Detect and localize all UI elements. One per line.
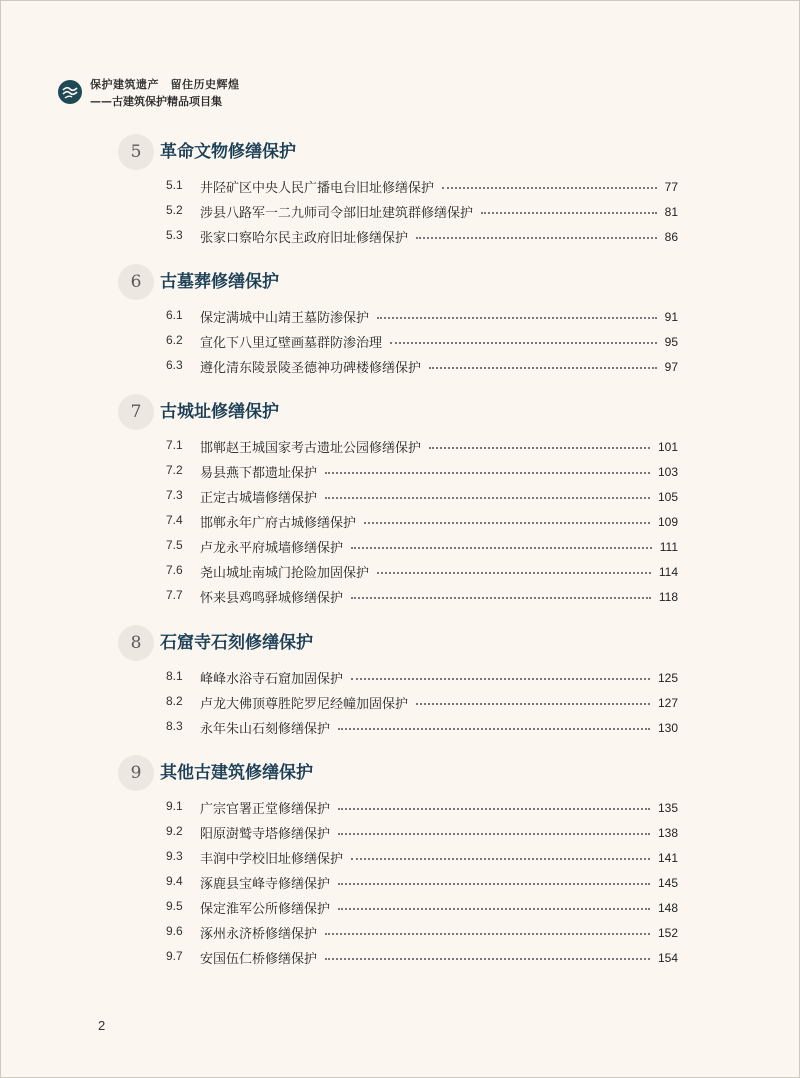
entry-page-number: 103 bbox=[657, 464, 678, 479]
toc-entry[interactable] bbox=[0, 945, 800, 970]
entry-number: 7.4 bbox=[166, 513, 183, 527]
entry-title: 峰峰水浴寺石窟加固保护 bbox=[200, 672, 344, 687]
page-number: 2 bbox=[98, 1018, 106, 1033]
entry-title: 保定淮军公所修缮保护 bbox=[200, 902, 331, 917]
entry-page-number: 105 bbox=[657, 489, 678, 504]
section-title[interactable]: 革命文物修缮保护 bbox=[160, 142, 296, 162]
entry-number: 7.5 bbox=[166, 538, 183, 552]
dot-leader bbox=[481, 211, 657, 214]
entry-number: 8.2 bbox=[166, 694, 183, 708]
entry-page-number: 135 bbox=[657, 800, 678, 815]
entry-page-number: 152 bbox=[657, 925, 678, 940]
dot-leader bbox=[351, 596, 651, 599]
entry-page-number: 130 bbox=[657, 720, 678, 735]
entry-page-number: 148 bbox=[657, 900, 678, 915]
entry-number: 9.6 bbox=[166, 924, 183, 938]
toc-entry[interactable] bbox=[0, 870, 800, 895]
dot-leader bbox=[377, 571, 651, 574]
dot-leader bbox=[325, 496, 650, 499]
section-number-badge: 8 bbox=[118, 625, 154, 661]
entry-number: 8.1 bbox=[166, 669, 183, 683]
section-title[interactable]: 古墓葬修缮保护 bbox=[160, 272, 279, 292]
entry-title: 邯郸赵王城国家考古遗址公园修缮保护 bbox=[200, 441, 422, 456]
toc-entry[interactable] bbox=[0, 434, 800, 459]
header-book-title: ——古建筑保护精品项目集 bbox=[90, 95, 222, 108]
entry-page-number: 111 bbox=[659, 539, 678, 554]
dot-leader bbox=[338, 727, 650, 730]
book-logo-icon bbox=[58, 80, 82, 104]
dot-leader bbox=[338, 807, 650, 810]
dot-leader bbox=[429, 366, 657, 369]
toc-entry[interactable] bbox=[0, 820, 800, 845]
toc-entry[interactable] bbox=[0, 690, 800, 715]
entry-title: 永年朱山石刻修缮保护 bbox=[200, 722, 331, 737]
entry-title: 卢龙大佛顶尊胜陀罗尼经幢加固保护 bbox=[200, 697, 409, 712]
toc-entry[interactable] bbox=[0, 715, 800, 740]
entry-page-number: 125 bbox=[657, 670, 678, 685]
section-number-badge: 5 bbox=[118, 134, 154, 170]
entry-page-number: 91 bbox=[664, 309, 678, 324]
dot-leader bbox=[442, 186, 657, 189]
toc-entry[interactable] bbox=[0, 329, 800, 354]
dot-leader bbox=[390, 341, 657, 344]
entry-page-number: 109 bbox=[657, 514, 678, 529]
entry-title: 涿州永济桥修缮保护 bbox=[200, 927, 318, 942]
dot-leader bbox=[351, 857, 650, 860]
dot-leader bbox=[338, 832, 650, 835]
entry-title: 广宗官署正堂修缮保护 bbox=[200, 802, 331, 817]
dot-leader bbox=[325, 932, 650, 935]
entry-page-number: 86 bbox=[664, 229, 678, 244]
entry-title: 井陉矿区中央人民广播电台旧址修缮保护 bbox=[200, 181, 435, 196]
entry-page-number: 145 bbox=[657, 875, 678, 890]
section-number-badge: 6 bbox=[118, 264, 154, 300]
entry-number: 5.3 bbox=[166, 228, 183, 242]
toc-entry[interactable] bbox=[0, 795, 800, 820]
entry-title: 邯郸永年广府古城修缮保护 bbox=[200, 516, 357, 531]
toc-entry[interactable] bbox=[0, 665, 800, 690]
dot-leader bbox=[364, 521, 650, 524]
entry-number: 9.3 bbox=[166, 849, 183, 863]
section-number-badge: 9 bbox=[118, 755, 154, 791]
entry-title: 涿鹿县宝峰寺修缮保护 bbox=[200, 877, 331, 892]
dot-leader bbox=[416, 702, 650, 705]
entry-number: 7.1 bbox=[166, 438, 183, 452]
section-title[interactable]: 古城址修缮保护 bbox=[160, 402, 279, 422]
toc-entry[interactable] bbox=[0, 174, 800, 199]
entry-number: 6.1 bbox=[166, 308, 183, 322]
toc-entry[interactable] bbox=[0, 920, 800, 945]
dot-leader bbox=[338, 882, 650, 885]
entry-number: 7.7 bbox=[166, 588, 183, 602]
entry-title: 卢龙永平府城墙修缮保护 bbox=[200, 541, 344, 556]
toc-entry[interactable] bbox=[0, 199, 800, 224]
entry-title: 丰润中学校旧址修缮保护 bbox=[200, 852, 344, 867]
toc-entry[interactable] bbox=[0, 224, 800, 249]
entry-number: 7.3 bbox=[166, 488, 183, 502]
entry-title: 尧山城址南城门抢险加固保护 bbox=[200, 566, 370, 581]
header-slogan: 保护建筑遗产 留住历史辉煌 bbox=[90, 78, 240, 91]
entry-number: 9.1 bbox=[166, 799, 183, 813]
entry-number: 6.3 bbox=[166, 358, 183, 372]
entry-number: 6.2 bbox=[166, 333, 183, 347]
entry-number: 9.5 bbox=[166, 899, 183, 913]
entry-page-number: 95 bbox=[664, 334, 678, 349]
toc-entry[interactable] bbox=[0, 509, 800, 534]
dot-leader bbox=[338, 907, 650, 910]
toc-entry-list bbox=[0, 304, 800, 379]
entry-number: 9.7 bbox=[166, 949, 183, 963]
toc-entry[interactable] bbox=[0, 584, 800, 609]
toc-entry-list bbox=[0, 434, 800, 609]
dot-leader bbox=[351, 677, 650, 680]
entry-title: 正定古城墙修缮保护 bbox=[200, 491, 318, 506]
entry-number: 5.2 bbox=[166, 203, 183, 217]
entry-number: 9.2 bbox=[166, 824, 183, 838]
entry-title: 怀来县鸡鸣驿城修缮保护 bbox=[200, 591, 344, 606]
dot-leader bbox=[325, 957, 650, 960]
entry-page-number: 97 bbox=[664, 359, 678, 374]
toc-entry[interactable] bbox=[0, 459, 800, 484]
toc-entry-list bbox=[0, 174, 800, 249]
entry-page-number: 118 bbox=[658, 589, 678, 604]
section-title[interactable]: 石窟寺石刻修缮保护 bbox=[160, 633, 313, 653]
entry-title: 张家口察哈尔民主政府旧址修缮保护 bbox=[200, 231, 409, 246]
entry-title: 保定满城中山靖王墓防渗保护 bbox=[200, 311, 370, 326]
entry-number: 7.2 bbox=[166, 463, 183, 477]
entry-title: 易县燕下都遗址保护 bbox=[200, 466, 318, 481]
entry-title: 遵化清东陵景陵圣德神功碑楼修缮保护 bbox=[200, 361, 422, 376]
toc-entry[interactable] bbox=[0, 484, 800, 509]
entry-page-number: 101 bbox=[657, 439, 678, 454]
section-number-badge: 7 bbox=[118, 394, 154, 430]
entry-title: 阳原澍鹫寺塔修缮保护 bbox=[200, 827, 331, 842]
dot-leader bbox=[429, 446, 650, 449]
toc-entry[interactable] bbox=[0, 559, 800, 584]
entry-title: 宣化下八里辽壁画墓群防渗治理 bbox=[200, 336, 383, 351]
entry-number: 8.3 bbox=[166, 719, 183, 733]
entry-number: 7.6 bbox=[166, 563, 183, 577]
dot-leader bbox=[351, 546, 652, 549]
entry-title: 涉县八路军一二九师司令部旧址建筑群修缮保护 bbox=[200, 206, 474, 221]
entry-page-number: 138 bbox=[657, 825, 678, 840]
dot-leader bbox=[377, 316, 657, 319]
entry-number: 9.4 bbox=[166, 874, 183, 888]
toc-entry[interactable] bbox=[0, 895, 800, 920]
dot-leader bbox=[416, 236, 657, 239]
dot-leader bbox=[325, 471, 650, 474]
toc-entry-list bbox=[0, 665, 800, 740]
toc-entry[interactable] bbox=[0, 304, 800, 329]
entry-page-number: 154 bbox=[657, 950, 678, 965]
entry-number: 5.1 bbox=[166, 178, 183, 192]
entry-page-number: 127 bbox=[657, 695, 678, 710]
toc-entry-list bbox=[0, 795, 800, 970]
entry-page-number: 114 bbox=[658, 564, 678, 579]
toc-entry[interactable] bbox=[0, 534, 800, 559]
toc-entry[interactable] bbox=[0, 354, 800, 379]
entry-page-number: 81 bbox=[664, 204, 678, 219]
entry-page-number: 141 bbox=[657, 850, 678, 865]
toc-entry[interactable] bbox=[0, 845, 800, 870]
section-title[interactable]: 其他古建筑修缮保护 bbox=[160, 763, 313, 783]
entry-title: 安国伍仁桥修缮保护 bbox=[200, 952, 318, 967]
entry-page-number: 77 bbox=[664, 179, 678, 194]
